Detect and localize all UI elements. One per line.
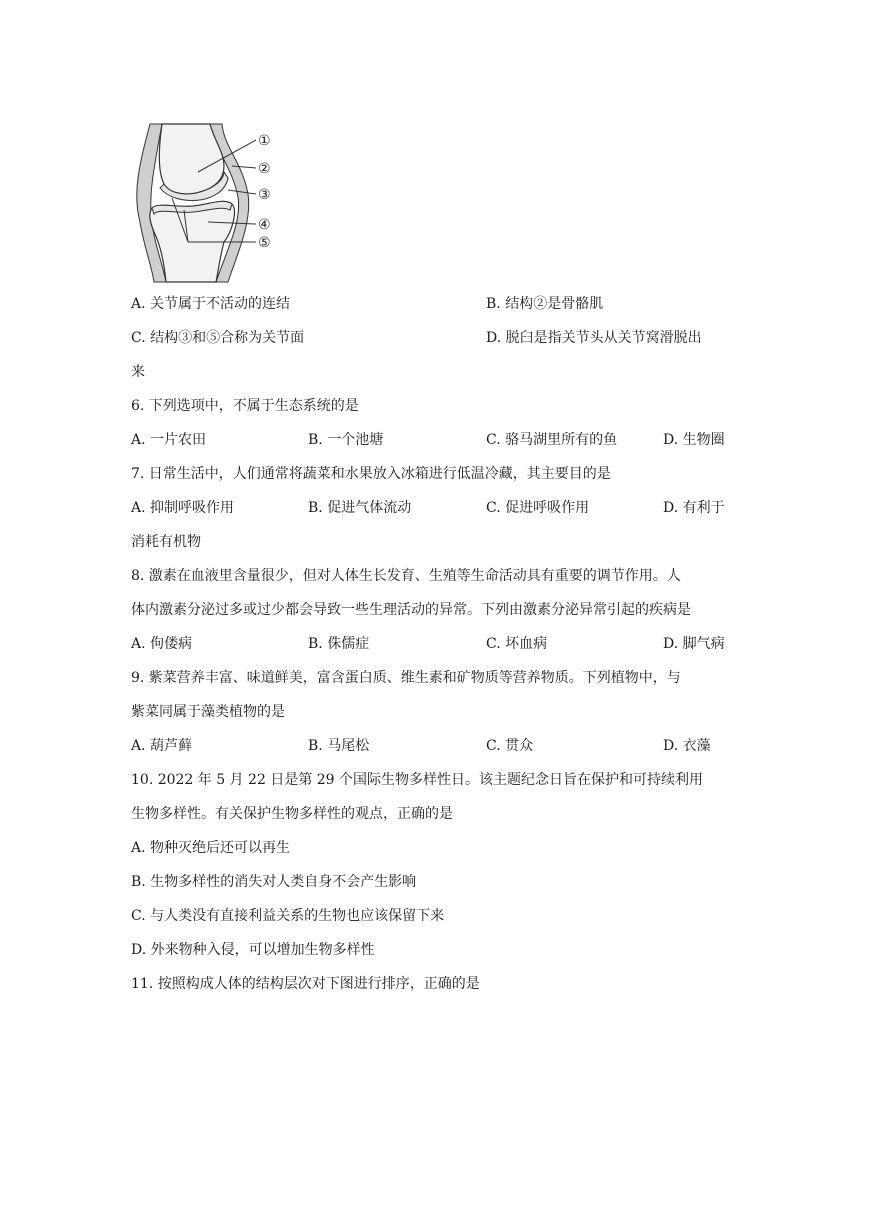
q9-option-d: D. 衣藻 xyxy=(663,738,711,754)
q5-option-a: A. 关节属于不活动的连结 xyxy=(131,296,291,312)
figure-label-5: ⑤ xyxy=(258,235,271,251)
knee-joint-figure xyxy=(128,122,288,284)
q8-option-c: C. 坏血病 xyxy=(486,636,548,652)
q5-option-b: B. 结构②是骨骼肌 xyxy=(486,296,604,312)
q8-option-b: B. 侏儒症 xyxy=(308,636,370,652)
q7-option-a: A. 抑制呼吸作用 xyxy=(131,500,235,516)
q9-stem-line-1: 9. 紫菜营养丰富、味道鲜美，富含蛋白质、维生素和矿物质等营养物质。下列植物中，与 xyxy=(131,670,681,686)
q8-stem-line-1: 8. 激素在血液里含量很少，但对人体生长发育、生殖等生命活动具有重要的调节作用。人 xyxy=(131,568,681,584)
q10-stem-line-1: 10. 2022 年 5 月 22 日是第 29 个国际生物多样性日。该主题纪念日旨在保护和可持续利用 xyxy=(131,772,704,788)
q8-option-a: A. 佝偻病 xyxy=(131,636,193,652)
figure-label-2: ② xyxy=(258,161,271,177)
q7-stem: 7. 日常生活中，人们通常将蔬菜和水果放入冰箱进行低温冷藏，其主要目的是 xyxy=(131,466,611,482)
q5-option-d-continued: 来 xyxy=(131,364,145,380)
q6-option-d: D. 生物圈 xyxy=(663,432,725,448)
q6-stem: 6. 下列选项中，不属于生态系统的是 xyxy=(131,398,359,414)
q11-stem: 11. 按照构成人体的结构层次对下图进行排序，正确的是 xyxy=(131,976,480,992)
q6-option-b: B. 一个池塘 xyxy=(308,432,384,448)
q5-option-c: C. 结构③和⑤合称为关节面 xyxy=(131,330,305,346)
q9-option-c: C. 贯众 xyxy=(486,738,534,754)
figure-label-1: ① xyxy=(258,133,271,149)
q9-stem-line-2: 紫菜同属于藻类植物的是 xyxy=(131,704,285,720)
q7-option-b: B. 促进气体流动 xyxy=(308,500,412,516)
knee-joint-diagram xyxy=(128,122,288,284)
q10-stem-line-2: 生物多样性。有关保护生物多样性的观点，正确的是 xyxy=(131,806,453,822)
q7-option-c: C. 促进呼吸作用 xyxy=(486,500,590,516)
q8-option-d: D. 脚气病 xyxy=(663,636,725,652)
q10-option-d: D. 外来物种入侵，可以增加生物多样性 xyxy=(131,942,375,958)
q10-option-a: A. 物种灭绝后还可以再生 xyxy=(131,840,291,856)
q9-option-a: A. 葫芦藓 xyxy=(131,738,193,754)
figure-label-4: ④ xyxy=(258,217,271,233)
q10-option-b: B. 生物多样性的消失对人类自身不会产生影响 xyxy=(131,874,417,890)
q6-option-a: A. 一片农田 xyxy=(131,432,207,448)
figure-label-3: ③ xyxy=(258,187,271,203)
q7-option-d-continued: 消耗有机物 xyxy=(131,534,201,550)
q9-option-b: B. 马尾松 xyxy=(308,738,370,754)
q8-stem-line-2: 体内激素分泌过多或过少都会导致一些生理活动的异常。下列由激素分泌异常引起的疾病是 xyxy=(131,602,691,618)
q5-option-d: D. 脱臼是指关节头从关节窝滑脱出 xyxy=(486,330,702,346)
q6-option-c: C. 骆马湖里所有的鱼 xyxy=(486,432,618,448)
q10-option-c: C. 与人类没有直接利益关系的生物也应该保留下来 xyxy=(131,908,445,924)
q7-option-d: D. 有利于 xyxy=(663,500,725,516)
